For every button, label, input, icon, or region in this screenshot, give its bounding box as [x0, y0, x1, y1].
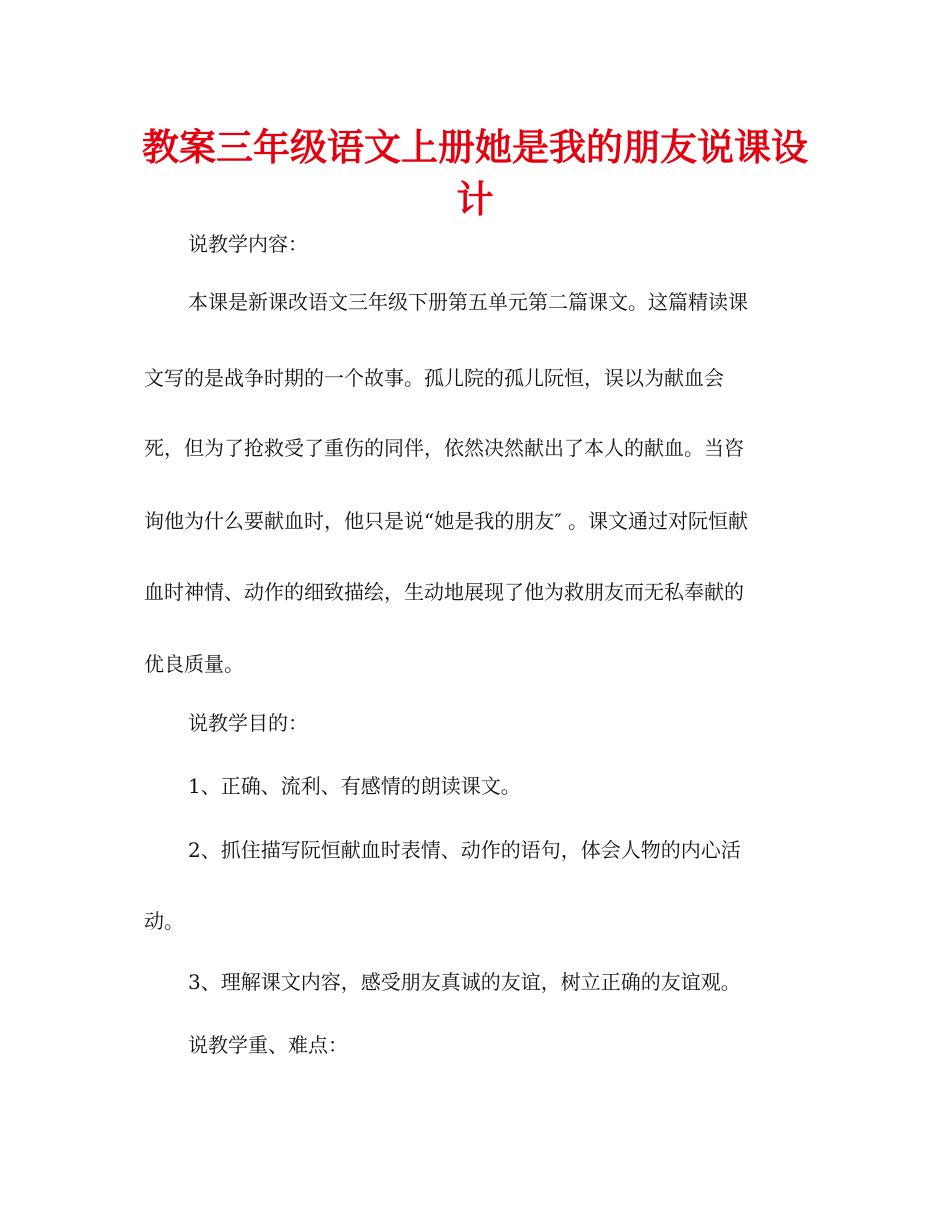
- heading-teaching-content: 说教学内容：: [188, 232, 308, 256]
- content-line-4: 询他为什么要献血时，他只是说“她是我的朋友″ 。课文通过对阮恒献: [144, 509, 749, 533]
- content-line-3: 死，但为了抢救受了重伤的同伴，依然决然献出了本人的献血。当咨: [144, 436, 744, 460]
- goal-3: 3、理解课文内容，感受朋友真诚的友谊，树立正确的友谊观。: [188, 970, 741, 994]
- title-line-1: 教案三年级语文上册她是我的朋友说课设: [142, 126, 808, 169]
- heading-key-points: 说教学重、难点：: [188, 1033, 348, 1057]
- goal-2-line-2: 动。: [144, 909, 184, 933]
- content-line-5: 血时神情、动作的细致描绘，生动地展现了他为救朋友而无私奉献的: [144, 580, 744, 604]
- content-line-1: 本课是新课改语文三年级下册第五单元第二篇课文。这篇精读课: [188, 290, 748, 314]
- goal-1: 1、正确、流利、有感情的朗读课文。: [188, 774, 521, 798]
- document-title: [95, 122, 855, 226]
- content-line-2: 文写的是战争时期的一个故事。孤儿院的孤儿阮恒，误以为献血会: [144, 366, 724, 390]
- content-line-6: 优良质量。: [144, 652, 244, 676]
- title-line-2: 计: [456, 178, 494, 221]
- goal-2-line-1: 2、抓住描写阮恒献血时表情、动作的语句，体会人物的内心活: [188, 838, 741, 862]
- heading-teaching-goals: 说教学目的：: [188, 711, 308, 735]
